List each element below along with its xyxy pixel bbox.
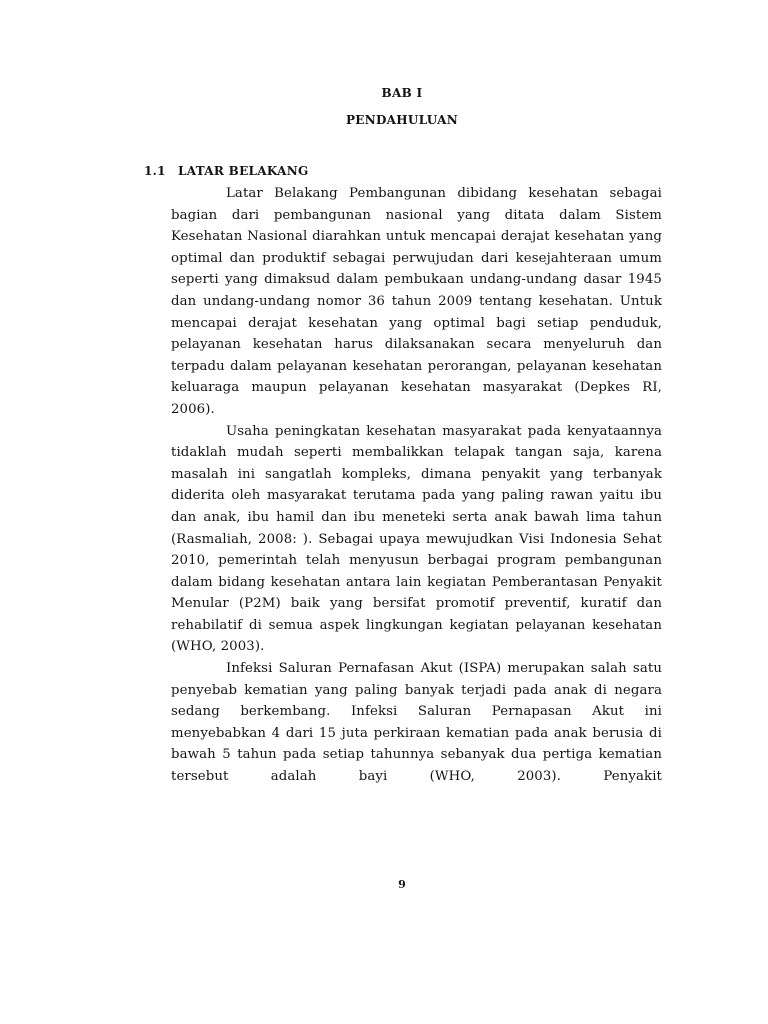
page-number: 9 [398, 878, 406, 891]
section-title: LATAR BELAKANG [178, 164, 309, 178]
chapter-title: PENDAHULUAN [345, 113, 459, 127]
chapter-number: BAB I [381, 86, 423, 100]
paragraph: Infeksi Saluran Pernafasan Akut (ISPA) merupakan salah satu penyebab kematian yang paling banyak terjadi pada anak di negara sedang berkembang. Infeksi Saluran Pernapasan Akut ini menyebabkan 4 dari 15 juta perkiraan kematian pada anak berusia di bawah 5 tahun pada setiap tahunnya sebanyak dua pertiga kematian tersebut adalah bayi (WHO, 2003). Penyakit [171, 661, 662, 785]
section-heading [144, 164, 309, 178]
paragraph: Latar Belakang Pembangunan dibidang kesehatan sebagai bagian dari pembangunan nasional yang ditata dalam Sistem Kesehatan Nasional diarahkan untuk mencapai derajat kesehatan yang optimal dan produktif sebagai perwujudan dari kesejahteraan umum seperti yang dimaksud dalam pembukaan undang-undang dasar 1945 dan undang-undang nomor 36 tahun 2009 tentang kesehatan. Untuk mencapai derajat kesehatan yang optimal bagi setiap penduduk, pelayanan kesehatan harus dilaksanakan secara menyeluruh dan terpadu dalam pelayanan kesehatan perorangan, pelayanan kesehatan keluaraga maupun pelayanan kesehatan masyarakat (Depkes RI, 2006). [171, 186, 662, 417]
body-text [171, 183, 662, 788]
paragraph: Usaha peningkatan kesehatan masyarakat pada kenyataannya tidaklah mudah seperti membalikkan telapak tangan saja, karena masalah ini sangatlah kompleks, dimana penyakit yang terbanyak diderita oleh masyarakat terutama pada yang paling rawan yaitu ibu dan anak, ibu hamil dan ibu meneteki serta anak bawah lima tahun (Rasmaliah, 2008: ). Sebagai upaya mewujudkan Visi Indonesia Sehat 2010, pemerintah telah menyusun berbagai program pembangunan dalam bidang kesehatan antara lain kegiatan Pemberantasan Penyakit Menular (P2M) baik yang bersifat promotif preventif, kuratif dan rehabilatif di semua aspek lingkungan kegiatan pelayanan kesehatan (WHO, 2003). [171, 423, 662, 655]
section-number: 1.1 [144, 164, 166, 178]
